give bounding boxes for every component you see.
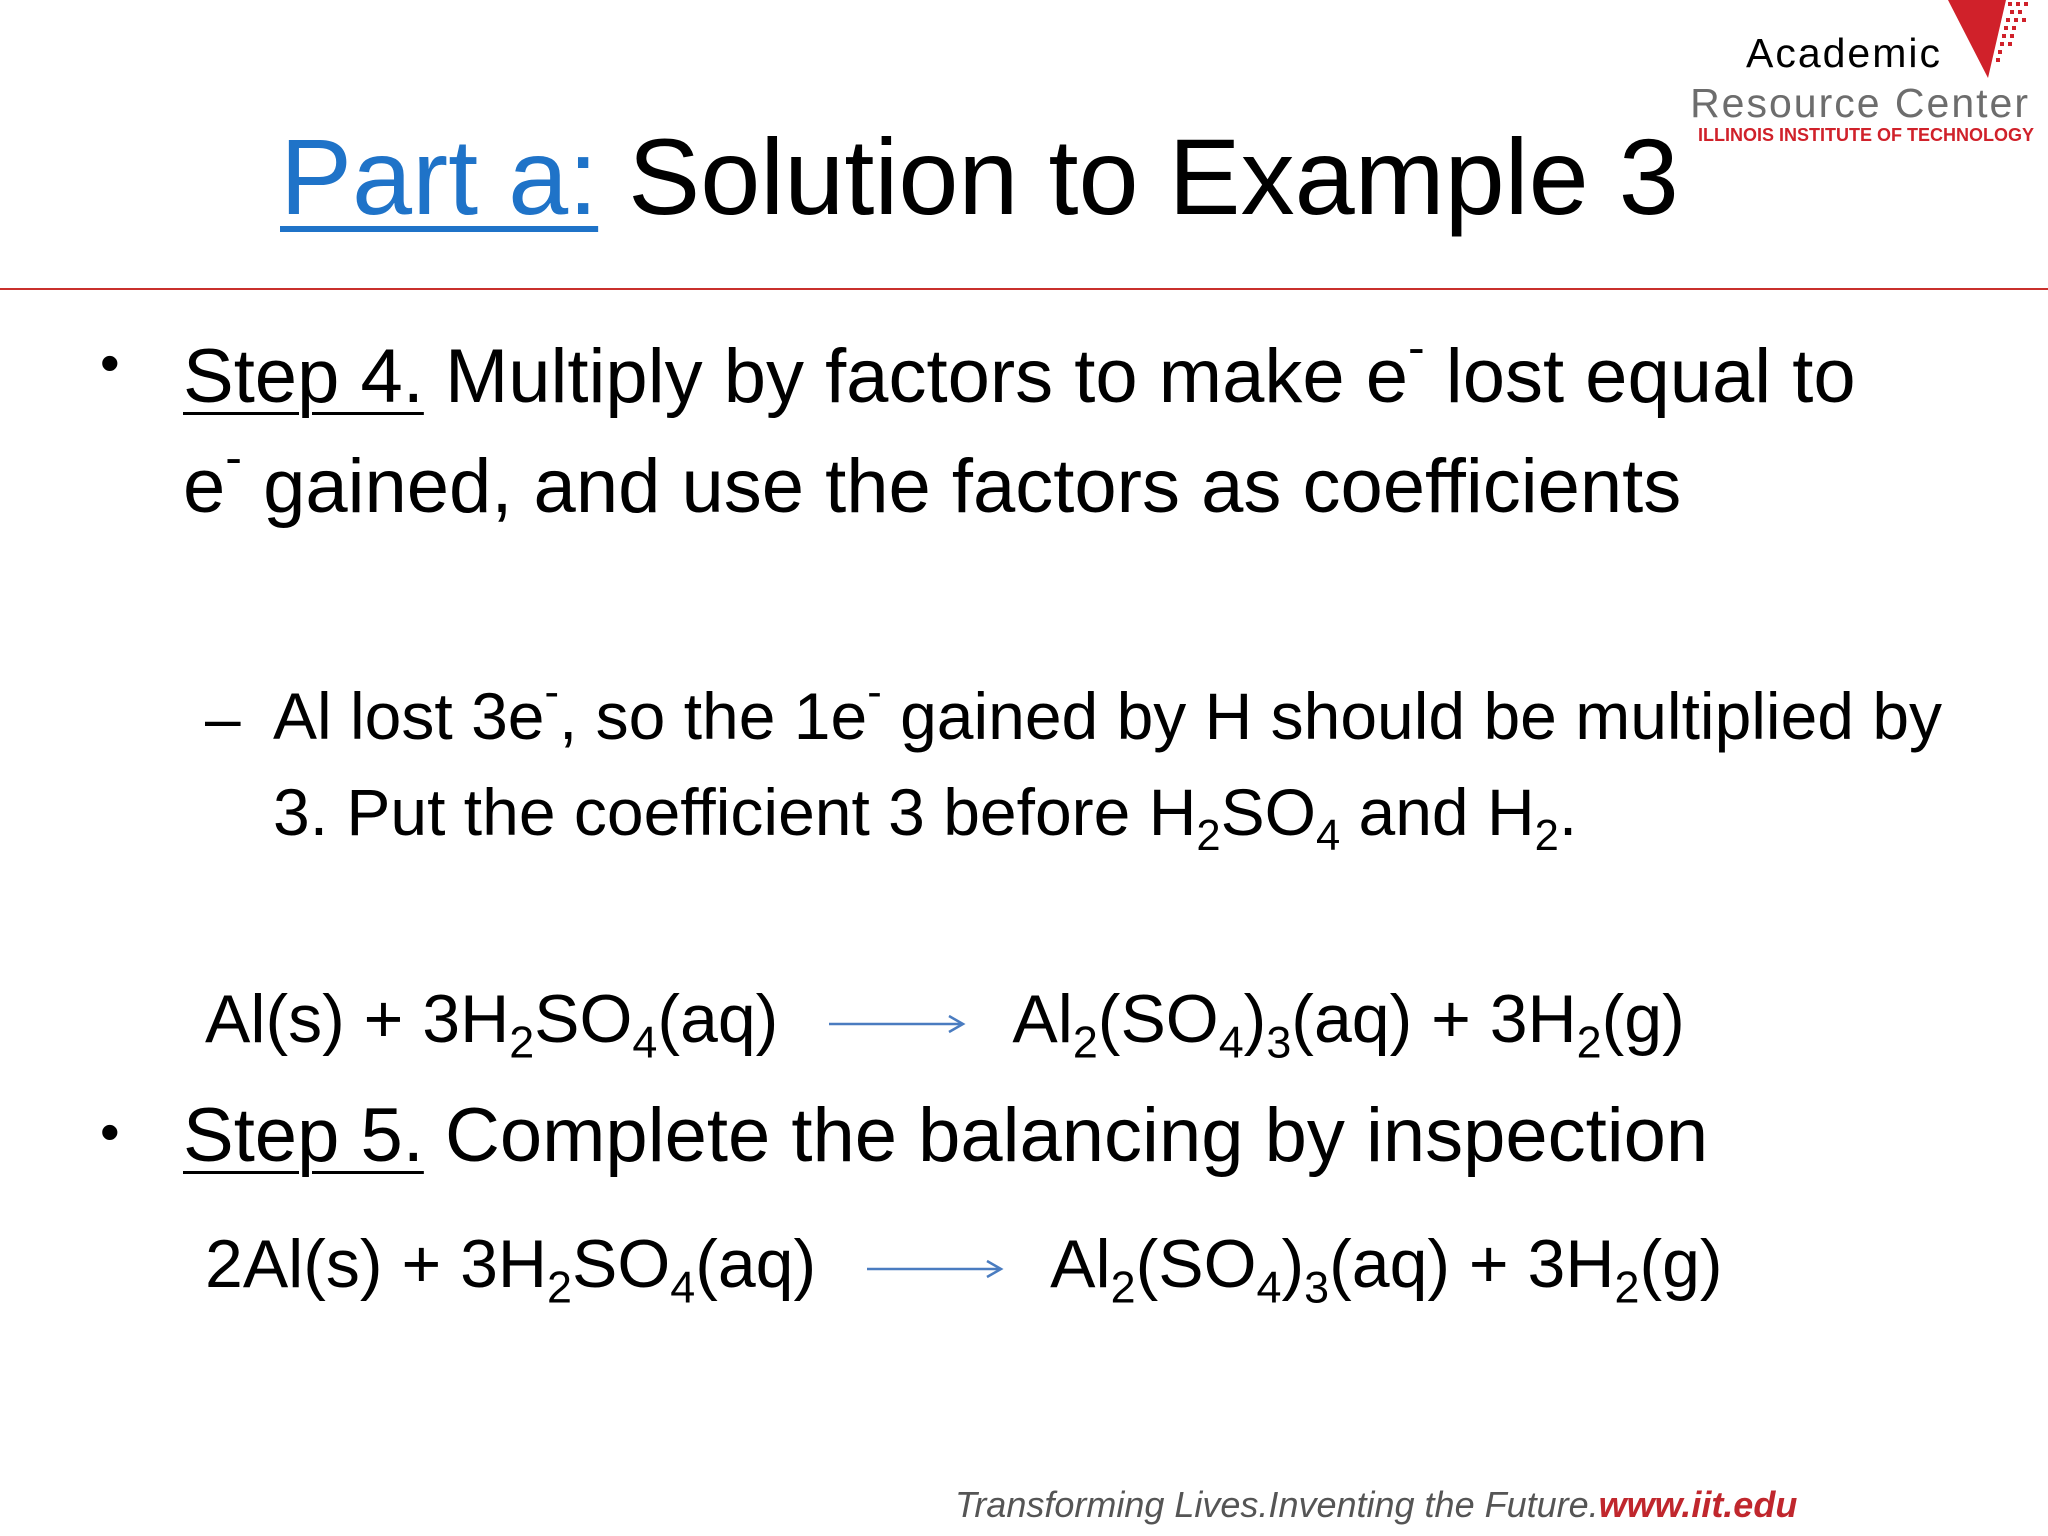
eq1-rhs-sub2: 4	[1218, 1016, 1244, 1068]
title-part-link[interactable]: Part a:	[280, 116, 599, 237]
sub-text-5: and H	[1340, 775, 1535, 849]
eq2-lhs	[205, 1226, 817, 1313]
eq2-rhs-sub3: 3	[1304, 1261, 1330, 1313]
bullet-dot-step5: •	[100, 1100, 120, 1163]
eq2-rhs-b: (SO	[1135, 1226, 1257, 1302]
eq1-lhs-c: (aq)	[657, 981, 779, 1057]
eq1-lhs-sub1: 2	[509, 1016, 535, 1068]
sub-subscript-2: 4	[1315, 812, 1341, 861]
step4-text-c: gained, and use the factors as coefficients	[241, 444, 1682, 529]
step4-sup-b: -	[225, 429, 242, 486]
sub-text-1: Al lost 3e	[273, 679, 545, 753]
eq2-lhs-sub2: 4	[670, 1261, 696, 1313]
sub-subscript-1: 2	[1196, 812, 1221, 861]
step4-sup-a: -	[1407, 319, 1425, 376]
eq1-rhs-d: (aq) + 3H	[1291, 981, 1577, 1057]
sub-text-6: .	[1558, 775, 1578, 849]
step4-paragraph	[183, 319, 1933, 542]
eq2-rhs-sub1: 2	[1110, 1261, 1136, 1313]
sub-bullet-dash: –	[205, 682, 241, 754]
footer-tagline	[955, 1484, 1797, 1526]
sub-text-2: , so the 1e	[559, 679, 868, 753]
eq1-lhs-sub2: 4	[632, 1016, 658, 1068]
eq2-lhs-c: (aq)	[695, 1226, 817, 1302]
logo-academic-text: Academic	[1745, 30, 1942, 76]
eq1-rhs-b: (SO	[1097, 981, 1219, 1057]
eq1-lhs-b: SO	[534, 981, 633, 1057]
eq2-lhs-sub1: 2	[547, 1261, 572, 1313]
eq1-rhs	[1012, 981, 1685, 1068]
logo-institute-text: ILLINOIS INSTITUTE OF TECHNOLOGY	[1698, 125, 2034, 145]
eq1-rhs-c: )	[1243, 981, 1267, 1057]
footer-url-link[interactable]: www.iit.edu	[1598, 1484, 1798, 1525]
eq1-lhs	[205, 981, 779, 1068]
step4-text-a: Multiply by factors to make e	[423, 334, 1408, 419]
sub-text-4: SO	[1220, 775, 1316, 849]
equation-step4	[205, 980, 1685, 1068]
step4-label: Step 4.	[183, 334, 424, 419]
equation-step5	[205, 1225, 1723, 1313]
eq1-rhs-sub1: 2	[1072, 1016, 1098, 1068]
step5-text: Complete the balancing by inspection	[423, 1093, 1709, 1178]
sub-subscript-3: 2	[1534, 812, 1559, 861]
eq2-rhs-sub4: 2	[1614, 1261, 1640, 1313]
eq2-rhs-c: )	[1281, 1226, 1305, 1302]
title-text: Solution to Example 3	[598, 116, 1679, 237]
bullet-dot-step4: •	[100, 331, 120, 394]
academic-resource-center-logo	[1660, 0, 2048, 150]
step5-label: Step 5.	[183, 1093, 424, 1178]
reaction-arrow-icon	[865, 1257, 1005, 1281]
reaction-arrow-icon	[827, 1012, 967, 1036]
eq2-rhs-a: Al	[1050, 1226, 1111, 1302]
sub-bullet-paragraph	[273, 668, 1973, 860]
sub-sup-1: -	[544, 668, 559, 717]
sub-sup-2: -	[867, 668, 882, 717]
step4-text-b: lost equal to e	[183, 334, 1856, 529]
logo-triangle-icon	[1948, 0, 2028, 84]
step5-paragraph	[183, 1092, 1708, 1179]
eq2-lhs-b: SO	[571, 1226, 671, 1302]
eq2-rhs-d: (aq) + 3H	[1329, 1226, 1615, 1302]
eq2-lhs-a: 2Al(s) + 3H	[205, 1226, 547, 1302]
title-divider	[0, 288, 2048, 290]
eq1-rhs-a: Al	[1012, 981, 1073, 1057]
footer-tagline-text: Transforming Lives.Inventing the Future.	[955, 1484, 1599, 1525]
sub-text-3: gained by H should be multiplied by 3. Put the coefficient 3 before H	[273, 679, 1943, 849]
eq1-lhs-a: Al(s) + 3H	[205, 981, 510, 1057]
logo-resource-center-text: Resource Center	[1690, 80, 2030, 126]
eq2-rhs-e: (g)	[1639, 1226, 1723, 1302]
eq2-rhs	[1050, 1226, 1723, 1313]
eq2-rhs-sub2: 4	[1256, 1261, 1282, 1313]
eq1-rhs-e: (g)	[1601, 981, 1685, 1057]
eq1-rhs-sub4: 2	[1576, 1016, 1602, 1068]
slide-title	[280, 115, 1679, 239]
eq1-rhs-sub3: 3	[1266, 1016, 1292, 1068]
